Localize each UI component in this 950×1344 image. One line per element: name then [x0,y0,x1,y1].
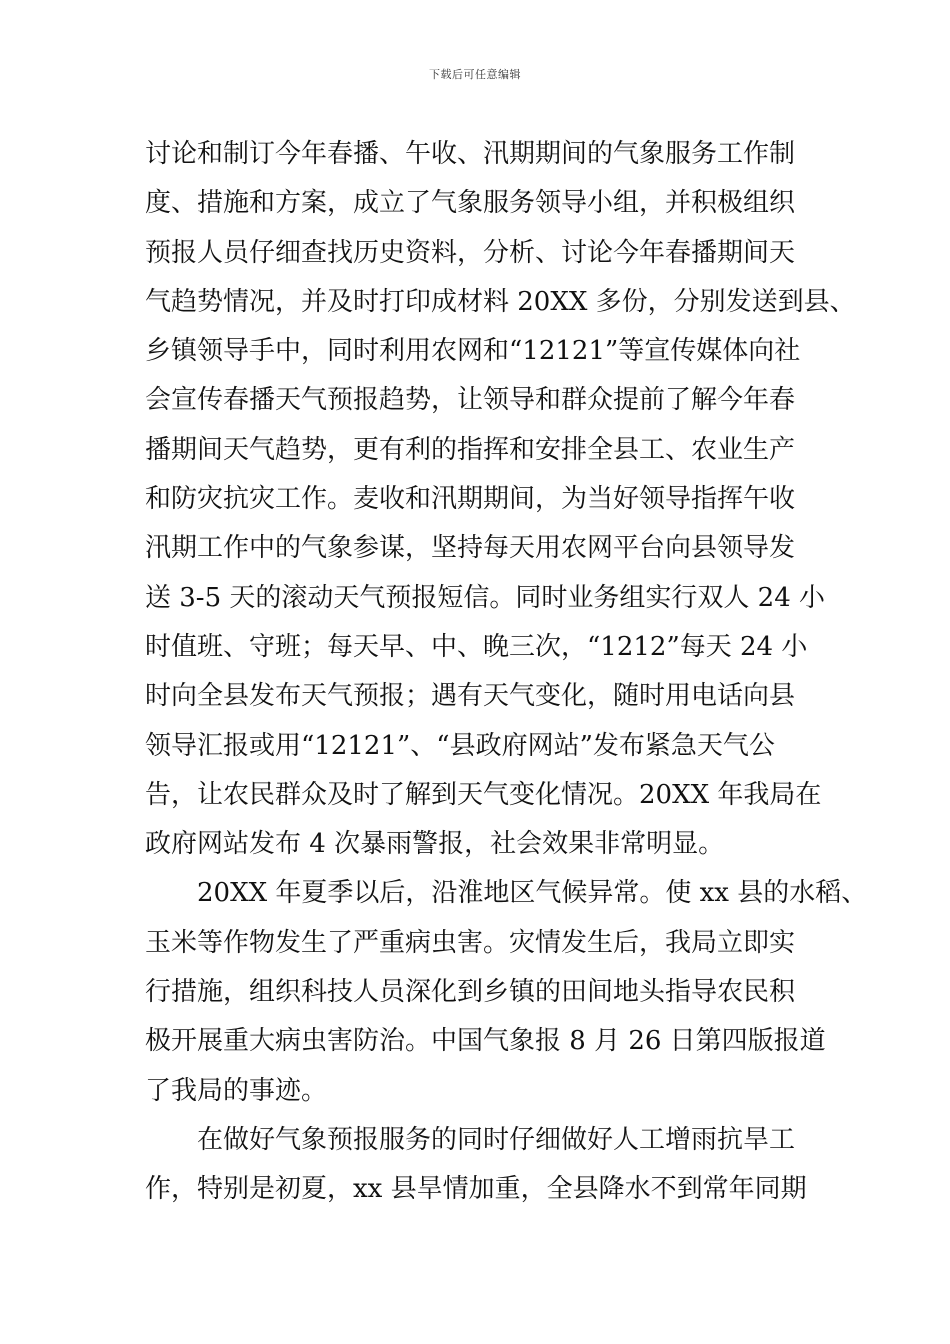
text-line: 政府网站发布 4 次暴雨警报，社会效果非常明显。 [145,829,725,860]
text-line: 预报人员仔细查找历史资料，分析、讨论今年春播期间天 [145,237,796,268]
text-line: 汛期工作中的气象参谋，坚持每天用农网平台向县领导发 [145,533,796,564]
text-line: 玉米等作物发生了严重病虫害。灾情发生后，我局立即实 [145,927,796,958]
text-line: 领导汇报或用“12121”、“县政府网站”发布紧急天气公 [145,730,775,761]
text-line: 送 3-5 天的滚动天气预报短信。同时业务组实行双人 24 小 [145,582,826,613]
text-line: 时值班、守班；每天早、中、晚三次，“1212”每天 24 小 [145,631,808,662]
page-header-note: 下载后可任意编辑 [429,68,521,81]
text-line: 行措施，组织科技人员深化到乡镇的田间地头指导农民积 [145,977,796,1008]
text-line: 作，特别是初夏，xx 县旱情加重，全县降水不到常年同期 [145,1174,807,1205]
text-line: 讨论和制订今年春播、午收、汛期期间的气象服务工作制 [145,139,796,169]
text-line: 会宣传春播天气预报趋势，让领导和群众提前了解今年春 [145,385,796,416]
text-line: 了我局的事迹。 [145,1075,328,1106]
document-body [145,130,868,1215]
text-line: 20XX 年夏季以后，沿淮地区气候异常。使 xx 县的水稻、 [197,878,868,909]
text-line: 播期间天气趋势，更有利的指挥和安排全县工、农业生产 [145,434,796,465]
text-line: 告，让农民群众及时了解到天气变化情况。20XX 年我局在 [145,779,822,810]
text-line: 极开展重大病虫害防治。中国气象报 8 月 26 日第四版报道 [145,1026,826,1057]
text-line: 气趋势情况，并及时打印成材料 20XX 多份，分别发送到县、 [145,286,856,317]
text-line: 度、措施和方案，成立了气象服务领导小组，并积极组织 [145,188,796,219]
text-line: 乡镇领导手中，同时利用农网和“12121”等宣传媒体向社 [145,336,801,367]
text-line: 时向全县发布天气预报；遇有天气变化，随时用电话向县 [145,681,796,712]
text-line: 和防灾抗灾工作。麦收和汛期期间，为当好领导指挥午收 [145,484,796,515]
text-line: 在做好气象预报服务的同时仔细做好人工增雨抗旱工 [197,1124,796,1155]
